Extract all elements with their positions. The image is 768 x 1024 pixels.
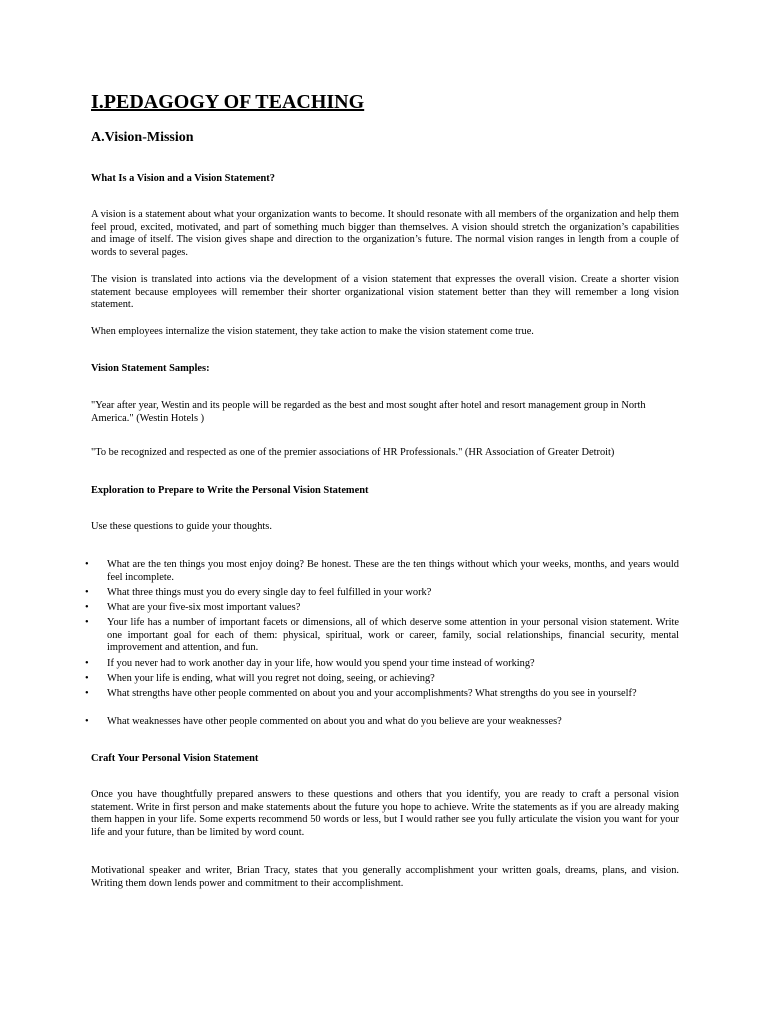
section-title: A.Vision-Mission	[91, 130, 194, 145]
craft-paragraph: Once you have thoughtfully prepared answers to these questions and others that you identify, you are ready to craft a personal vision statement. Write in first person and make statements about the future you hope to achieve. Write the statements as if you are already making them happen in your life. Some experts recommend 50 words or less, but I would rather see you fully articulate the vision you want for your life and your future, than be limited by word count.	[91, 789, 679, 838]
sample-westin: "Year after year, Westin and its people will be regarded as the best and most sought after hotel and resort management group in North America." (Westin Hotels )	[91, 400, 646, 424]
list-item	[85, 602, 679, 615]
list-item	[85, 688, 679, 701]
vision-question-heading: What Is a Vision and a Vision Statement?	[91, 173, 275, 184]
list-item	[85, 587, 679, 600]
craft-heading: Craft Your Personal Vision Statement	[91, 753, 259, 764]
list-item	[85, 617, 679, 655]
list-item-text: What weaknesses have other people commented on about you and what do you believe are your weaknesses?	[107, 716, 562, 727]
list-item	[85, 716, 679, 729]
bullet-icon: •	[85, 559, 89, 570]
list-item-text: If you never had to work another day in your life, how would you spend your time instead of working?	[107, 658, 535, 669]
list-item-text: Your life has a number of important facets or dimensions, all of which deserve some attention in your personal vision statement. Write one important goal for each of them: physical, spiritual, work or career, family, social relationships, financial security, mental improvement and attention, and fun.	[107, 617, 679, 654]
bullet-icon: •	[85, 716, 89, 727]
samples-heading: Vision Statement Samples:	[91, 363, 210, 374]
list-item-text: What three things must you do every single day to feel fulfilled in your work?	[107, 587, 432, 598]
sample-hr-association: "To be recognized and respected as one of the premier associations of HR Professionals." (HR Association of Greater Detroit)	[91, 447, 615, 458]
document-title: I.PEDAGOGY OF TEACHING	[91, 91, 365, 113]
vision-definition-paragraph: A vision is a statement about what your organization wants to become. It should resonate with all members of the organization and help them feel proud, excited, motivated, and part of something much bigger than themselves. A vision should stretch the organization’s capabilities and image of itself. The vision gives shape and direction to the organization’s future. The normal vision ranges in length from a couple of words to several pages.	[91, 209, 679, 258]
bullet-icon: •	[85, 602, 89, 613]
vision-internalize-paragraph: When employees internalize the vision statement, they take action to make the vision statement come true.	[91, 326, 534, 337]
bullet-icon: •	[85, 688, 89, 699]
list-item-text: What strengths have other people commented on about you and your accomplishments? What strengths do you see in yourself?	[107, 688, 637, 699]
bullet-icon: •	[85, 673, 89, 684]
exploration-heading: Exploration to Prepare to Write the Personal Vision Statement	[91, 485, 369, 496]
list-item-text: What are the ten things you most enjoy doing? Be honest. These are the ten things without which your weeks, months, and years would feel incomplete.	[107, 559, 679, 583]
list-item	[85, 559, 679, 584]
bullet-icon: •	[85, 617, 89, 628]
tracy-paragraph: Motivational speaker and writer, Brian Tracy, states that you generally accomplishment your written goals, dreams, plans, and vision. Writing them down lends power and commitment to their accomplishment.	[91, 865, 679, 889]
list-item-text: When your life is ending, what will you regret not doing, seeing, or achieving?	[107, 673, 435, 684]
vision-translation-paragraph: The vision is translated into actions via the development of a vision statement that expresses the overall vision. Create a shorter vision statement because employees will remember their shorter organizational vision statement better than they will remember a long vision statement.	[91, 274, 679, 311]
guide-text: Use these questions to guide your thoughts.	[91, 521, 272, 532]
bullet-icon: •	[85, 587, 89, 598]
list-item-text: What are your five-six most important values?	[107, 602, 301, 613]
list-item	[85, 658, 679, 671]
bullet-icon: •	[85, 658, 89, 669]
list-item	[85, 673, 679, 686]
